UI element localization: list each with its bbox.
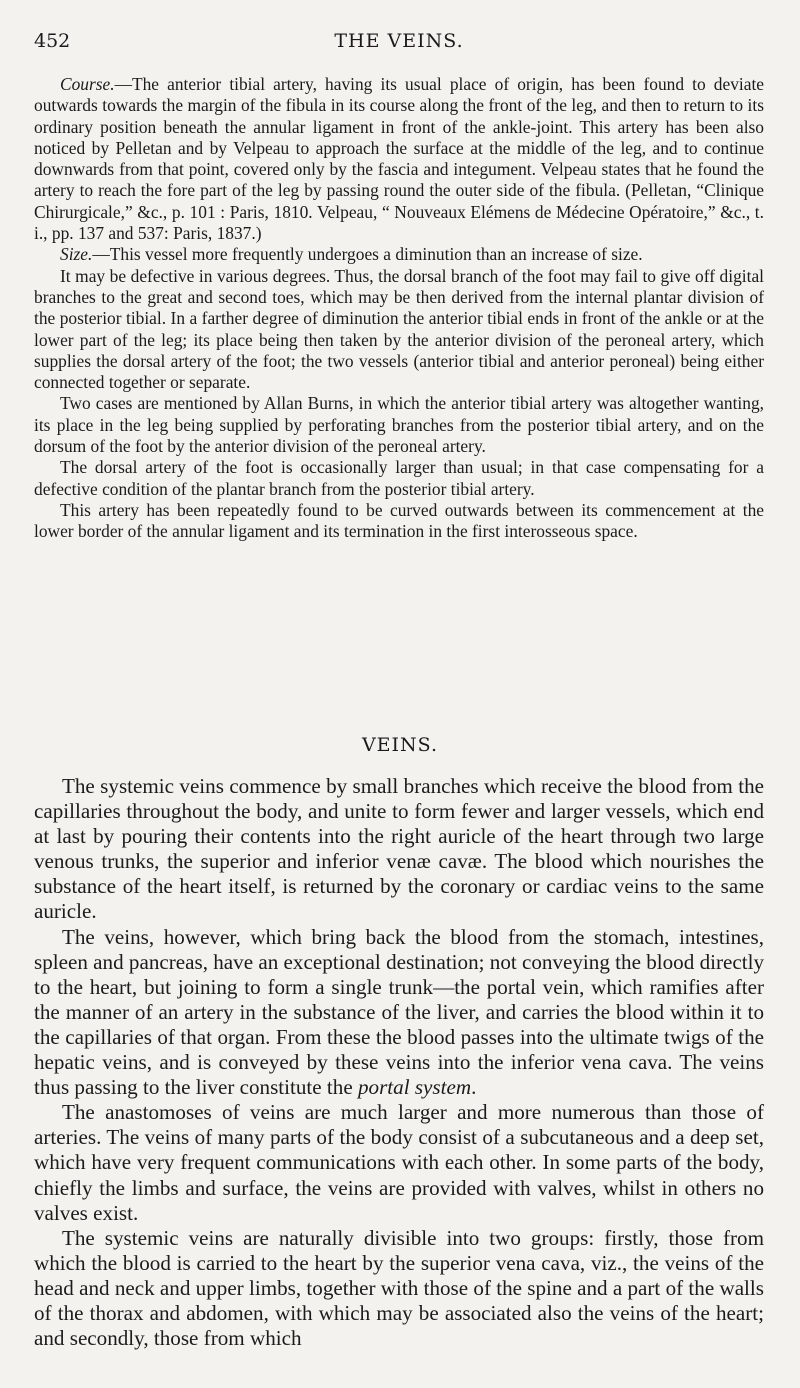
run-in-course: Course.: [60, 74, 115, 94]
artery-variations-section: [34, 74, 764, 543]
running-head-title: THE VEINS.: [334, 30, 464, 52]
veins-section: [34, 774, 764, 1351]
paragraph-course: [34, 74, 764, 244]
portal-system-term: portal system: [357, 1075, 472, 1100]
paragraph-defective: It may be defective in various degrees. Thus, the dorsal branch of the foot may fail to give off digital branches to the great and second toes, which may be then derived from the internal plantar division of the posterior tibial. In a farther degree of diminution the anterior tibial ends in front of the ankle or at the lower part of the leg; its place being then taken by the anterior division of the peroneal artery, which supplies the dorsal artery of the foot; the two vessels (anterior tibial and anterior peroneal) being either connected together or separate.: [34, 265, 764, 393]
paragraph-size: [34, 244, 764, 265]
paragraph-two-groups: The systemic veins are naturally divisible into two groups: firstly, those from which the blood is carried to the heart by the superior vena cava, viz., the veins of the head and neck and upper limbs, together with those of the spine and a part of the walls of the thorax and abdomen, with which may be associated also the veins of the heart; and secondly, those from which: [34, 1225, 764, 1351]
paragraph-systemic-veins: The systemic veins commence by small branches which receive the blood from the capillaries throughout the body, and unite to form fewer and larger vessels, which end at last by pouring their contents into the right auricle of the heart through two large venous trunks, the superior and inferior venæ cavæ. The blood which nourishes the substance of the heart itself, is returned by the coronary or cardiac veins to the same auricle.: [34, 774, 764, 924]
running-head: [34, 30, 764, 58]
paragraph-size-text: —This vessel more frequently undergoes a diminution than an increase of size.: [92, 244, 643, 265]
paragraph-curved: This artery has been repeatedly found to be curved outwards between its commencement at the lower border of the annular ligament and its termination in the first interosseous space.: [34, 499, 764, 542]
paragraph-portal-text: The veins, however, which bring back the blood from the stomach, intestines, spleen and pancreas, have an exceptional destination; not conveying the blood directly to the heart, but joining to form a single trunk—the portal vein, which ramifies after the manner of an artery in the substance of the liver, and carries the blood within it to the capillaries of that organ. From these the blood passes into the ultimate twigs of the hepatic veins, and is conveyed by these veins into the inferior vena cava. The veins thus passing to the liver constitute the: [34, 924, 764, 1100]
paragraph-course-text: —The anterior tibial artery, having its usual place of origin, has been found to deviate outwards towards the margin of the fibula in its course along the front of the leg, and then to return to its ordinary position beneath the annular ligament in front of the ankle-joint. This artery has been also noticed by Pelletan and by Velpeau to approach the surface at the middle of the leg, and to continue downwards from that point, covered only by the fascia and integument. Velpeau states that he found the artery to reach the fore part of the leg by passing round the outer side of the fibula. (Pelletan, “Clinique Chirurgicale,” &c., p. 101 : Paris, 1810. Velpeau, “ Nouveaux Elémens de Médecine Opératoire,” &c., t. i., pp. 137 and 537: Paris, 1837.): [34, 74, 764, 244]
paragraph-allan-burns: Two cases are mentioned by Allan Burns, in which the anterior tibial artery was altogether wanting, its place in the leg being supplied by perforating branches from the posterior tibial artery, and on the dorsum of the foot by the anterior division of the peroneal artery.: [34, 393, 764, 457]
paragraph-dorsal-artery: The dorsal artery of the foot is occasionally larger than usual; in that case compensating for a defective condition of the plantar branch from the posterior tibial artery.: [34, 457, 764, 499]
run-in-size: Size.: [60, 244, 93, 265]
paragraph-anastomoses: The anastomoses of veins are much larger and more numerous than those of arteries. The veins of many parts of the body consist of a subcutaneous and a deep set, which have very frequent communications with each other. In some parts of the body, chiefly the limbs and surface, the veins are provided with valves, whilst in others no valves exist.: [34, 1100, 764, 1225]
paragraph-portal-end: .: [471, 1075, 477, 1100]
paragraph-portal: [34, 925, 764, 1101]
section-heading-veins: VEINS.: [361, 734, 439, 756]
page-number: 452: [34, 30, 71, 52]
